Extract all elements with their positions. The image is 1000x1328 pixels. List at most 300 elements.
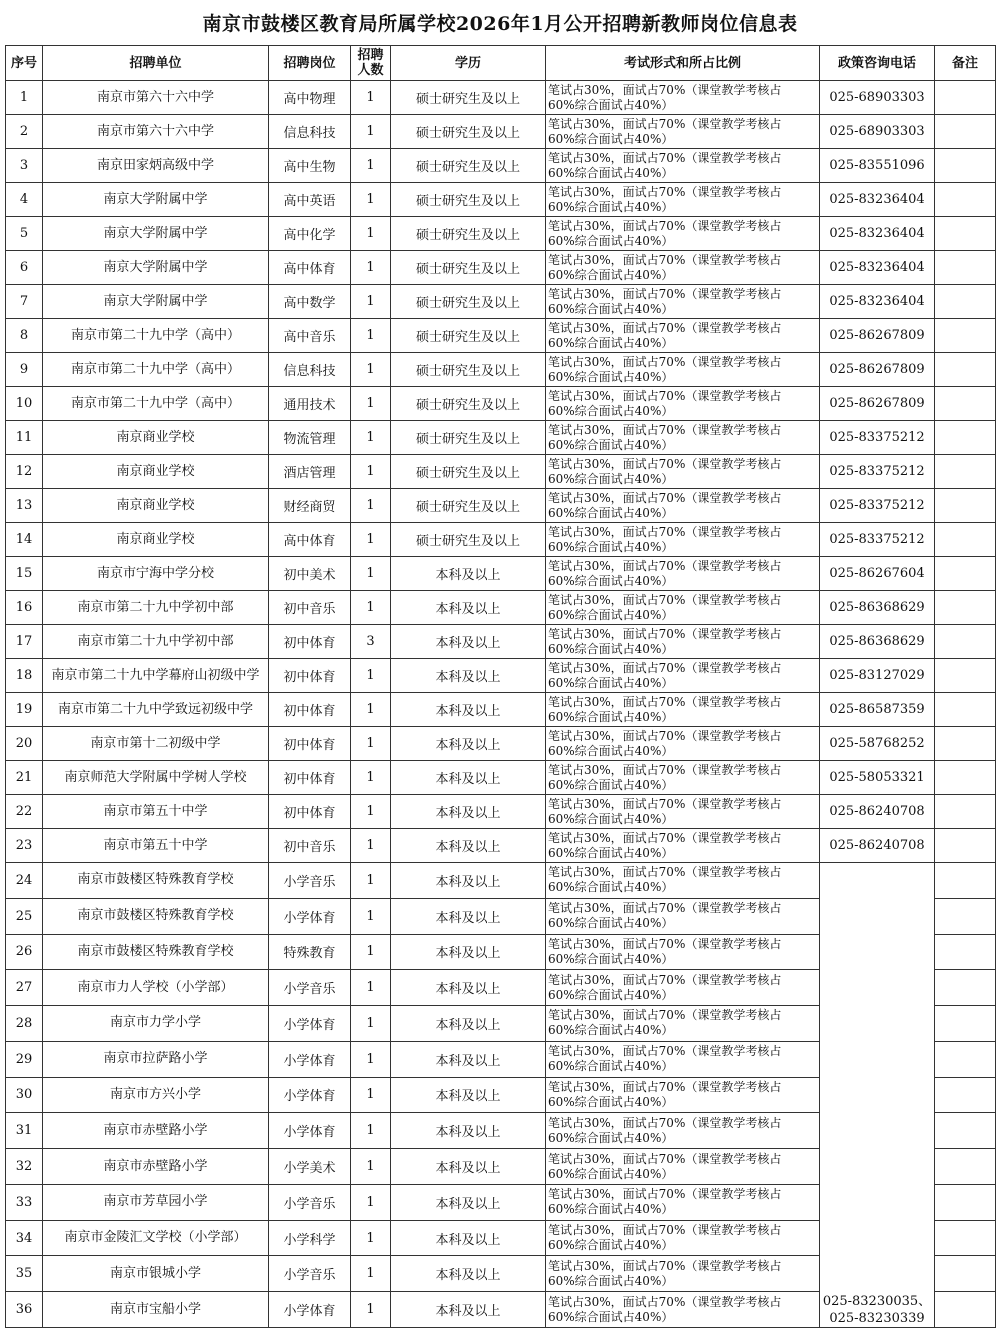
- row-count: 1: [351, 829, 391, 863]
- row-exam: [546, 285, 820, 319]
- row-exam: [546, 353, 820, 387]
- exam-line1: 笔试占30%，面试占70%（课堂教学考核占: [548, 558, 782, 573]
- row-count: 1: [351, 523, 391, 557]
- row-exam: [546, 898, 820, 934]
- exam-line2: 60%综合面试占40%）: [548, 1094, 674, 1109]
- row-no: 11: [6, 421, 43, 455]
- row-note: [935, 591, 996, 625]
- exam-line1: 笔试占30%，面试占70%（课堂教学考核占: [548, 1115, 782, 1130]
- table-row: [6, 693, 996, 727]
- row-exam: [546, 149, 820, 183]
- row-exam: [546, 693, 820, 727]
- row-note: [935, 829, 996, 863]
- row-count: 1: [351, 659, 391, 693]
- exam-line1: 笔试占30%，面试占70%（课堂教学考核占: [548, 524, 782, 539]
- exam-line1: 笔试占30%，面试占70%（课堂教学考核占: [548, 116, 782, 131]
- row-unit: 南京市宝船小学: [43, 1292, 269, 1328]
- exam-line1: 笔试占30%，面试占70%（课堂教学考核占: [548, 1044, 782, 1059]
- row-note: [935, 898, 996, 934]
- table-row: [6, 319, 996, 353]
- row-post: 初中音乐: [269, 591, 351, 625]
- row-exam: [546, 934, 820, 970]
- row-post: 高中英语: [269, 183, 351, 217]
- row-exam: [546, 115, 820, 149]
- row-count: 1: [351, 727, 391, 761]
- exam-line1: 笔试占30%，面试占70%（课堂教学考核占: [548, 694, 782, 709]
- row-exam: [546, 1184, 820, 1220]
- row-education: 硕士研究生及以上: [391, 455, 546, 489]
- row-no: 15: [6, 557, 43, 591]
- header-row: [6, 46, 996, 81]
- row-phone: 025-83551096: [820, 149, 935, 183]
- row-exam: [546, 523, 820, 557]
- row-post: 小学音乐: [269, 970, 351, 1006]
- row-phone: 025-86267809: [820, 319, 935, 353]
- row-exam: [546, 591, 820, 625]
- exam-line1: 笔试占30%，面试占70%（课堂教学考核占: [548, 1151, 782, 1166]
- row-count: 1: [351, 934, 391, 970]
- row-exam: [546, 1006, 820, 1042]
- row-post: 信息科技: [269, 115, 351, 149]
- page-title: 南京市鼓楼区教育局所属学校2026年1月公开招聘新教师岗位信息表: [202, 13, 798, 35]
- exam-line1: 笔试占30%，面试占70%（课堂教学考核占: [548, 1258, 782, 1273]
- row-note: [935, 387, 996, 421]
- row-phone: 025-86368629: [820, 591, 935, 625]
- row-no: 35: [6, 1256, 43, 1292]
- table-row: [6, 625, 996, 659]
- table-row: [6, 659, 996, 693]
- table-row: [6, 149, 996, 183]
- exam-line2: 60%综合面试占40%）: [548, 199, 674, 214]
- header-unit: 招聘单位: [43, 46, 269, 81]
- row-education: 本科及以上: [391, 1113, 546, 1149]
- row-note: [935, 1256, 996, 1292]
- row-post: 小学体育: [269, 898, 351, 934]
- row-note: [935, 795, 996, 829]
- exam-line1: 笔试占30%，面试占70%（课堂教学考核占: [548, 936, 782, 951]
- row-phone: 025-86587359: [820, 693, 935, 727]
- exam-line2: 60%综合面试占40%）: [548, 97, 674, 112]
- row-no: 25: [6, 898, 43, 934]
- row-no: 8: [6, 319, 43, 353]
- row-note: [935, 1041, 996, 1077]
- row-exam: [546, 1256, 820, 1292]
- row-unit: 南京市第二十九中学（高中）: [43, 319, 269, 353]
- row-phone: 025-58053321: [820, 761, 935, 795]
- exam-line2: 60%综合面试占40%）: [548, 301, 674, 316]
- header-exam: 考试形式和所占比例: [546, 46, 820, 81]
- row-count: 1: [351, 387, 391, 421]
- row-post: 初中体育: [269, 693, 351, 727]
- row-unit: 南京市力人学校（小学部）: [43, 970, 269, 1006]
- row-note: [935, 1220, 996, 1256]
- row-count: 1: [351, 1220, 391, 1256]
- row-education: 硕士研究生及以上: [391, 285, 546, 319]
- exam-line2: 60%综合面试占40%）: [548, 709, 674, 724]
- row-education: 本科及以上: [391, 795, 546, 829]
- exam-line2: 60%综合面试占40%）: [548, 403, 674, 418]
- row-no: 5: [6, 217, 43, 251]
- exam-line2: 60%综合面试占40%）: [548, 1023, 674, 1038]
- row-education: 本科及以上: [391, 1006, 546, 1042]
- row-exam: [546, 761, 820, 795]
- row-phone: 025-68903303: [820, 81, 935, 115]
- row-post: 高中数学: [269, 285, 351, 319]
- row-unit: 南京商业学校: [43, 489, 269, 523]
- row-note: [935, 115, 996, 149]
- row-phone: 025-83375212: [820, 421, 935, 455]
- header-post: 招聘岗位: [269, 46, 351, 81]
- row-post: 初中体育: [269, 659, 351, 693]
- row-education: 本科及以上: [391, 1077, 546, 1113]
- row-exam: [546, 251, 820, 285]
- row-note: [935, 1113, 996, 1149]
- table-row: [6, 251, 996, 285]
- exam-line1: 笔试占30%，面试占70%（课堂教学考核占: [548, 218, 782, 233]
- row-post: 小学音乐: [269, 1184, 351, 1220]
- exam-line1: 笔试占30%，面试占70%（课堂教学考核占: [548, 830, 782, 845]
- row-count: 1: [351, 149, 391, 183]
- row-note: [935, 557, 996, 591]
- row-education: 硕士研究生及以上: [391, 251, 546, 285]
- row-education: 本科及以上: [391, 1184, 546, 1220]
- row-post: 小学体育: [269, 1113, 351, 1149]
- row-no: 13: [6, 489, 43, 523]
- row-unit: 南京市赤壁路小学: [43, 1149, 269, 1185]
- row-unit: 南京市第二十九中学初中部: [43, 591, 269, 625]
- row-unit: 南京市第二十九中学初中部: [43, 625, 269, 659]
- row-count: 1: [351, 970, 391, 1006]
- row-no: 28: [6, 1006, 43, 1042]
- row-post: 特殊教育: [269, 934, 351, 970]
- row-exam: [546, 863, 820, 899]
- row-post: 高中化学: [269, 217, 351, 251]
- exam-line2: 60%综合面试占40%）: [548, 131, 674, 146]
- exam-line2: 60%综合面试占40%）: [548, 1273, 674, 1288]
- row-unit: 南京商业学校: [43, 421, 269, 455]
- exam-line2: 60%综合面试占40%）: [548, 471, 674, 486]
- row-note: [935, 353, 996, 387]
- row-education: 本科及以上: [391, 761, 546, 795]
- row-no: 6: [6, 251, 43, 285]
- table-row: [6, 795, 996, 829]
- row-exam: [546, 625, 820, 659]
- exam-line2: 60%综合面试占40%）: [548, 1238, 674, 1253]
- row-post: 初中美术: [269, 557, 351, 591]
- row-note: [935, 1292, 996, 1328]
- table-row: [6, 387, 996, 421]
- row-note: [935, 1077, 996, 1113]
- row-post: 小学美术: [269, 1149, 351, 1185]
- exam-line1: 笔试占30%，面试占70%（课堂教学考核占: [548, 660, 782, 675]
- row-count: 1: [351, 421, 391, 455]
- row-education: 本科及以上: [391, 898, 546, 934]
- exam-line2: 60%综合面试占40%）: [548, 165, 674, 180]
- row-education: 本科及以上: [391, 970, 546, 1006]
- row-count: 3: [351, 625, 391, 659]
- row-unit: 南京大学附属中学: [43, 183, 269, 217]
- exam-line2: 60%综合面试占40%）: [548, 573, 674, 588]
- exam-line2: 60%综合面试占40%）: [548, 505, 674, 520]
- row-unit: 南京市鼓楼区特殊教育学校: [43, 863, 269, 899]
- row-exam: [546, 319, 820, 353]
- row-no: 2: [6, 115, 43, 149]
- row-note: [935, 489, 996, 523]
- row-phone: 025-86240708: [820, 829, 935, 863]
- row-no: 16: [6, 591, 43, 625]
- row-post: 信息科技: [269, 353, 351, 387]
- row-exam: [546, 829, 820, 863]
- row-exam: [546, 1113, 820, 1149]
- exam-line1: 笔试占30%，面试占70%（课堂教学考核占: [548, 1294, 782, 1309]
- row-phone: 025-86267809: [820, 353, 935, 387]
- row-no: 12: [6, 455, 43, 489]
- row-no: 9: [6, 353, 43, 387]
- row-note: [935, 1006, 996, 1042]
- row-post: 高中体育: [269, 251, 351, 285]
- exam-line1: 笔试占30%，面试占70%（课堂教学考核占: [548, 184, 782, 199]
- exam-line2: 60%综合面试占40%）: [548, 607, 674, 622]
- row-phone: 025-86240708: [820, 795, 935, 829]
- row-no: 23: [6, 829, 43, 863]
- row-post: 小学体育: [269, 1292, 351, 1328]
- exam-line2: 60%综合面试占40%）: [548, 437, 674, 452]
- exam-line2: 60%综合面试占40%）: [548, 743, 674, 758]
- row-education: 本科及以上: [391, 1041, 546, 1077]
- table-row: [6, 727, 996, 761]
- exam-line2: 60%综合面试占40%）: [548, 880, 674, 895]
- row-count: 1: [351, 217, 391, 251]
- table-row: [6, 489, 996, 523]
- row-unit: 南京商业学校: [43, 523, 269, 557]
- row-count: 1: [351, 353, 391, 387]
- row-education: 本科及以上: [391, 1220, 546, 1256]
- row-phone: 025-83236404: [820, 285, 935, 319]
- row-phone: 025-83375212: [820, 489, 935, 523]
- exam-line2: 60%综合面试占40%）: [548, 1202, 674, 1217]
- row-no: 32: [6, 1149, 43, 1185]
- row-education: 本科及以上: [391, 659, 546, 693]
- row-education: 硕士研究生及以上: [391, 217, 546, 251]
- row-note: [935, 693, 996, 727]
- exam-line1: 笔试占30%，面试占70%（课堂教学考核占: [548, 972, 782, 987]
- row-unit: 南京市第五十中学: [43, 829, 269, 863]
- row-education: 本科及以上: [391, 1256, 546, 1292]
- row-unit: 南京市第十二初级中学: [43, 727, 269, 761]
- exam-line2: 60%综合面试占40%）: [548, 916, 674, 931]
- row-education: 硕士研究生及以上: [391, 421, 546, 455]
- row-count: 1: [351, 1292, 391, 1328]
- row-unit: 南京大学附属中学: [43, 285, 269, 319]
- table-row: [6, 829, 996, 863]
- exam-line1: 笔试占30%，面试占70%（课堂教学考核占: [548, 252, 782, 267]
- row-count: 1: [351, 251, 391, 285]
- row-education: 硕士研究生及以上: [391, 489, 546, 523]
- row-phone: 025-83236404: [820, 217, 935, 251]
- header-count-line2: 人数: [357, 63, 384, 78]
- row-post: 初中体育: [269, 795, 351, 829]
- row-count: 1: [351, 319, 391, 353]
- row-count: 1: [351, 863, 391, 899]
- row-note: [935, 217, 996, 251]
- exam-line2: 60%综合面试占40%）: [548, 267, 674, 282]
- row-count: 1: [351, 1149, 391, 1185]
- row-note: [935, 149, 996, 183]
- row-note: [935, 523, 996, 557]
- table-row: [6, 591, 996, 625]
- row-exam: [546, 421, 820, 455]
- row-count: 1: [351, 81, 391, 115]
- merged-phone-cell: [820, 863, 935, 1328]
- row-phone: 025-83236404: [820, 183, 935, 217]
- row-no: 33: [6, 1184, 43, 1220]
- row-no: 24: [6, 863, 43, 899]
- row-post: 初中音乐: [269, 829, 351, 863]
- row-note: [935, 285, 996, 319]
- row-count: 1: [351, 285, 391, 319]
- exam-line1: 笔试占30%，面试占70%（课堂教学考核占: [548, 388, 782, 403]
- row-education: 本科及以上: [391, 863, 546, 899]
- row-education: 硕士研究生及以上: [391, 353, 546, 387]
- row-phone: 025-68903303: [820, 115, 935, 149]
- exam-line2: 60%综合面试占40%）: [548, 951, 674, 966]
- row-exam: [546, 1041, 820, 1077]
- exam-line1: 笔试占30%，面试占70%（课堂教学考核占: [548, 1079, 782, 1094]
- exam-line1: 笔试占30%，面试占70%（课堂教学考核占: [548, 490, 782, 505]
- exam-line1: 笔试占30%，面试占70%（课堂教学考核占: [548, 1223, 782, 1238]
- row-no: 14: [6, 523, 43, 557]
- row-post: 通用技术: [269, 387, 351, 421]
- row-post: 小学科学: [269, 1220, 351, 1256]
- recruitment-table: [5, 45, 996, 1328]
- row-unit: 南京市力学小学: [43, 1006, 269, 1042]
- row-education: 硕士研究生及以上: [391, 523, 546, 557]
- header-count-line1: 招聘: [357, 48, 384, 63]
- table-row: [6, 183, 996, 217]
- row-education: 硕士研究生及以上: [391, 387, 546, 421]
- row-education: 硕士研究生及以上: [391, 149, 546, 183]
- exam-line1: 笔试占30%，面试占70%（课堂教学考核占: [548, 901, 782, 916]
- row-exam: [546, 1292, 820, 1328]
- row-note: [935, 761, 996, 795]
- row-post: 高中体育: [269, 523, 351, 557]
- row-education: 本科及以上: [391, 829, 546, 863]
- row-unit: 南京市第二十九中学幕府山初级中学: [43, 659, 269, 693]
- row-no: 18: [6, 659, 43, 693]
- row-education: 本科及以上: [391, 727, 546, 761]
- exam-line1: 笔试占30%，面试占70%（课堂教学考核占: [548, 592, 782, 607]
- row-post: 高中生物: [269, 149, 351, 183]
- row-post: 小学体育: [269, 1041, 351, 1077]
- exam-line2: 60%综合面试占40%）: [548, 987, 674, 1002]
- exam-line2: 60%综合面试占40%）: [548, 1309, 674, 1324]
- exam-line1: 笔试占30%，面试占70%（课堂教学考核占: [548, 1187, 782, 1202]
- row-count: 1: [351, 898, 391, 934]
- row-unit: 南京市鼓楼区特殊教育学校: [43, 934, 269, 970]
- row-exam: [546, 1149, 820, 1185]
- row-count: 1: [351, 761, 391, 795]
- row-count: 1: [351, 1006, 391, 1042]
- row-no: 3: [6, 149, 43, 183]
- row-post: 初中体育: [269, 727, 351, 761]
- row-post: 小学音乐: [269, 863, 351, 899]
- exam-line2: 60%综合面试占40%）: [548, 845, 674, 860]
- row-education: 本科及以上: [391, 625, 546, 659]
- exam-line1: 笔试占30%，面试占70%（课堂教学考核占: [548, 422, 782, 437]
- table-row: [6, 115, 996, 149]
- row-unit: 南京市第五十中学: [43, 795, 269, 829]
- row-unit: 南京商业学校: [43, 455, 269, 489]
- exam-line1: 笔试占30%，面试占70%（课堂教学考核占: [548, 320, 782, 335]
- row-no: 17: [6, 625, 43, 659]
- table-row: [6, 455, 996, 489]
- row-no: 29: [6, 1041, 43, 1077]
- row-exam: [546, 795, 820, 829]
- row-note: [935, 81, 996, 115]
- row-exam: [546, 183, 820, 217]
- exam-line2: 60%综合面试占40%）: [548, 777, 674, 792]
- row-count: 1: [351, 1184, 391, 1220]
- row-no: 7: [6, 285, 43, 319]
- row-note: [935, 659, 996, 693]
- row-no: 4: [6, 183, 43, 217]
- row-unit: 南京市第二十九中学（高中）: [43, 387, 269, 421]
- table-row: [6, 217, 996, 251]
- table-row: [6, 863, 996, 899]
- row-unit: 南京师范大学附属中学树人学校: [43, 761, 269, 795]
- row-unit: 南京市第二十九中学（高中）: [43, 353, 269, 387]
- row-post: 小学体育: [269, 1006, 351, 1042]
- row-no: 31: [6, 1113, 43, 1149]
- exam-line2: 60%综合面试占40%）: [548, 335, 674, 350]
- row-exam: [546, 81, 820, 115]
- row-unit: 南京市金陵汇文学校（小学部）: [43, 1220, 269, 1256]
- row-unit: 南京市方兴小学: [43, 1077, 269, 1113]
- header-edu: 学历: [391, 46, 546, 81]
- row-unit: 南京大学附属中学: [43, 217, 269, 251]
- exam-line1: 笔试占30%，面试占70%（课堂教学考核占: [548, 456, 782, 471]
- row-phone: 025-83236404: [820, 251, 935, 285]
- exam-line1: 笔试占30%，面试占70%（课堂教学考核占: [548, 354, 782, 369]
- row-post: 小学音乐: [269, 1256, 351, 1292]
- row-unit: 南京市赤壁路小学: [43, 1113, 269, 1149]
- row-note: [935, 251, 996, 285]
- row-no: 36: [6, 1292, 43, 1328]
- row-exam: [546, 557, 820, 591]
- exam-line2: 60%综合面试占40%）: [548, 641, 674, 656]
- row-unit: 南京市第六十六中学: [43, 115, 269, 149]
- table-row: [6, 421, 996, 455]
- exam-line1: 笔试占30%，面试占70%（课堂教学考核占: [548, 865, 782, 880]
- row-exam: [546, 217, 820, 251]
- row-count: 1: [351, 557, 391, 591]
- row-count: 1: [351, 591, 391, 625]
- row-no: 10: [6, 387, 43, 421]
- row-exam: [546, 970, 820, 1006]
- row-exam: [546, 387, 820, 421]
- row-education: 硕士研究生及以上: [391, 183, 546, 217]
- header-note: 备注: [935, 46, 996, 81]
- row-note: [935, 1149, 996, 1185]
- row-no: 20: [6, 727, 43, 761]
- table-row: [6, 353, 996, 387]
- exam-line2: 60%综合面试占40%）: [548, 369, 674, 384]
- row-no: 34: [6, 1220, 43, 1256]
- exam-line1: 笔试占30%，面试占70%（课堂教学考核占: [548, 796, 782, 811]
- row-note: [935, 421, 996, 455]
- merged-phone-line2: 025-83230339: [829, 1311, 925, 1326]
- row-post: 小学体育: [269, 1077, 351, 1113]
